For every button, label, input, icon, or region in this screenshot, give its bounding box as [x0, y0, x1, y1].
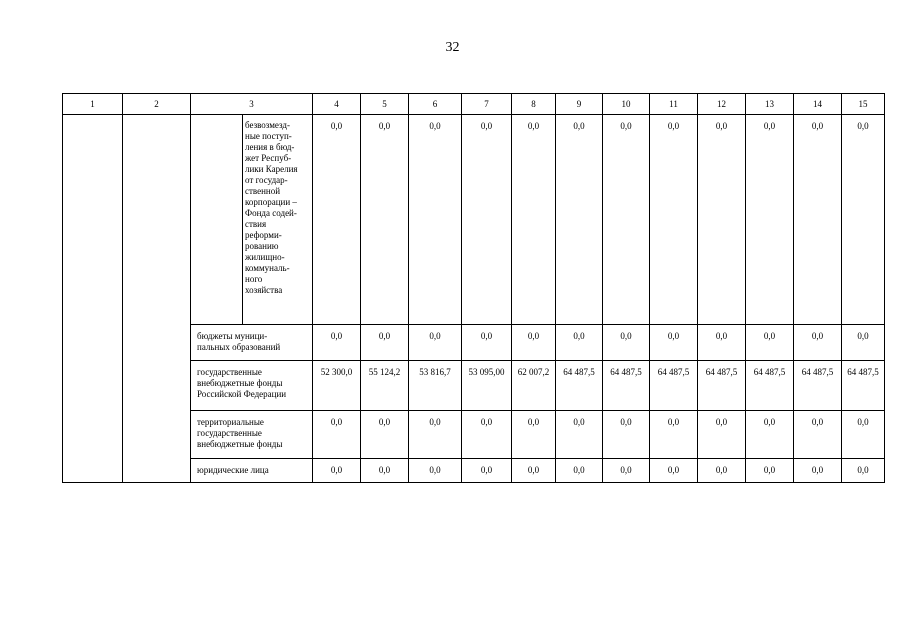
- header-cell: 6: [409, 94, 462, 115]
- value-cell: 52 300,0: [313, 361, 361, 411]
- row-label: территориальные государственные внебюджетные фонды: [191, 411, 313, 459]
- value-cell: 0,0: [361, 325, 409, 361]
- header-cell: 5: [361, 94, 409, 115]
- value-cell: 0,0: [746, 115, 794, 325]
- value-cell: 64 487,5: [556, 361, 603, 411]
- value-cell: 53 095,00: [462, 361, 512, 411]
- value-cell: 62 007,2: [512, 361, 556, 411]
- row-label: юридические лица: [191, 459, 313, 483]
- value-cell: 0,0: [512, 459, 556, 483]
- header-cell: 3: [191, 94, 313, 115]
- row-label: государственные внебюджетные фонды Российской Федерации: [191, 361, 313, 411]
- value-cell: 0,0: [794, 459, 842, 483]
- value-cell: 64 487,5: [603, 361, 650, 411]
- value-cell: 0,0: [650, 411, 698, 459]
- value-cell: 0,0: [409, 115, 462, 325]
- value-cell: 0,0: [698, 115, 746, 325]
- value-cell: 0,0: [556, 459, 603, 483]
- value-cell: 0,0: [361, 459, 409, 483]
- value-cell: 0,0: [313, 115, 361, 325]
- row-label: бюджеты муници- пальных образований: [191, 325, 313, 361]
- value-cell: 0,0: [698, 325, 746, 361]
- value-cell: 0,0: [512, 411, 556, 459]
- value-cell: 0,0: [650, 115, 698, 325]
- value-cell: 0,0: [603, 325, 650, 361]
- value-cell: 0,0: [842, 459, 885, 483]
- table-row: [63, 115, 885, 325]
- value-cell: 0,0: [603, 459, 650, 483]
- value-cell: 0,0: [794, 411, 842, 459]
- value-cell: 0,0: [462, 325, 512, 361]
- value-cell: 0,0: [746, 325, 794, 361]
- value-cell: 0,0: [313, 325, 361, 361]
- value-cell: 0,0: [409, 459, 462, 483]
- value-cell: 0,0: [746, 459, 794, 483]
- header-cell: 9: [556, 94, 603, 115]
- value-cell: 0,0: [313, 459, 361, 483]
- value-cell: 64 487,5: [794, 361, 842, 411]
- header-cell: 11: [650, 94, 698, 115]
- value-cell: 0,0: [462, 459, 512, 483]
- value-cell: 0,0: [409, 325, 462, 361]
- header-cell: 7: [462, 94, 512, 115]
- value-cell: 0,0: [462, 115, 512, 325]
- value-cell: 0,0: [842, 115, 885, 325]
- value-cell: 0,0: [746, 411, 794, 459]
- header-cell: 15: [842, 94, 885, 115]
- value-cell: 0,0: [794, 325, 842, 361]
- page-number: 32: [445, 40, 460, 55]
- value-cell: 64 487,5: [698, 361, 746, 411]
- value-cell: 0,0: [556, 115, 603, 325]
- value-cell: 0,0: [603, 411, 650, 459]
- value-cell: 0,0: [794, 115, 842, 325]
- value-cell: 0,0: [603, 115, 650, 325]
- header-cell: 2: [123, 94, 191, 115]
- row-label: безвозмезд- ные поступ- ления в бюд- жет Респуб- лики Карелия от государ- ственной корпорации – Фонда содей- ствия реформи- рованию жилищно- коммуналь- ного хозяйства: [243, 115, 313, 325]
- budget-table: [62, 93, 885, 483]
- value-cell: 0,0: [462, 411, 512, 459]
- col2-empty-cell: [123, 115, 191, 483]
- value-cell: 0,0: [650, 459, 698, 483]
- value-cell: 0,0: [698, 459, 746, 483]
- value-cell: 0,0: [313, 411, 361, 459]
- value-cell: 0,0: [512, 115, 556, 325]
- value-cell: 64 487,5: [842, 361, 885, 411]
- value-cell: 0,0: [842, 411, 885, 459]
- header-cell: 13: [746, 94, 794, 115]
- value-cell: 64 487,5: [746, 361, 794, 411]
- header-cell: 14: [794, 94, 842, 115]
- value-cell: 64 487,5: [650, 361, 698, 411]
- header-cell: 4: [313, 94, 361, 115]
- value-cell: 0,0: [361, 115, 409, 325]
- header-cell: 1: [63, 94, 123, 115]
- header-cell: 12: [698, 94, 746, 115]
- value-cell: 0,0: [409, 411, 462, 459]
- value-cell: 0,0: [556, 411, 603, 459]
- value-cell: 0,0: [556, 325, 603, 361]
- value-cell: 0,0: [698, 411, 746, 459]
- value-cell: 0,0: [361, 411, 409, 459]
- value-cell: 0,0: [842, 325, 885, 361]
- header-cell: 8: [512, 94, 556, 115]
- header-row: [63, 94, 885, 115]
- header-cell: 10: [603, 94, 650, 115]
- col1-empty-cell: [63, 115, 123, 483]
- value-cell: 53 816,7: [409, 361, 462, 411]
- col3-indent-cell: [191, 115, 243, 325]
- value-cell: 0,0: [512, 325, 556, 361]
- value-cell: 0,0: [650, 325, 698, 361]
- value-cell: 55 124,2: [361, 361, 409, 411]
